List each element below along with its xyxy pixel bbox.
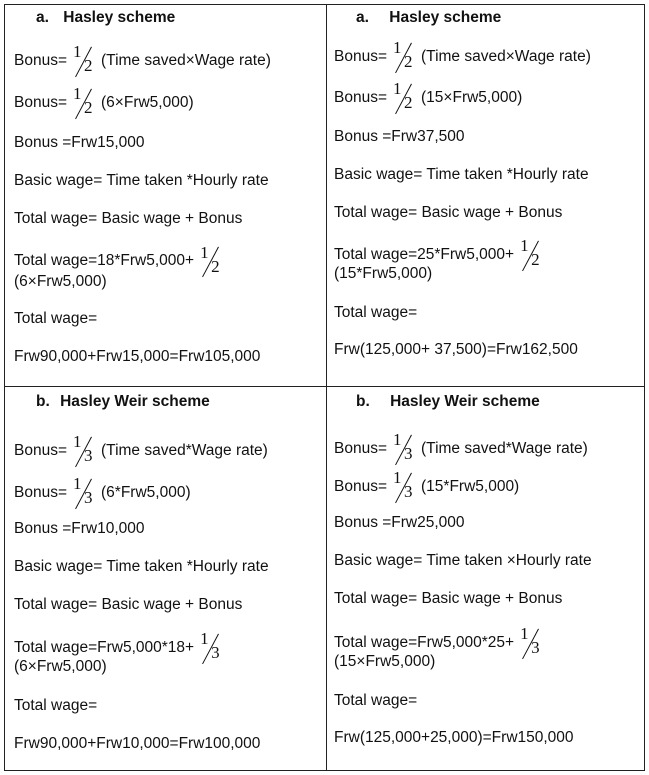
cell-heading xyxy=(356,393,540,411)
fraction-numerator: 1 xyxy=(393,79,402,98)
total-wage-label-line: Total wage= xyxy=(334,304,418,321)
label-text: Bonus= xyxy=(334,48,388,66)
basic-wage-line: Basic wage= Time taken *Hourly rate xyxy=(14,172,269,189)
fraction xyxy=(391,81,417,115)
fraction-denominator: 3 xyxy=(84,488,93,507)
label-text: Total wage=25*Frw5,000+ xyxy=(334,246,515,264)
bonus-result-line: Bonus =Frw15,000 xyxy=(14,134,145,151)
bonus-formula-line xyxy=(334,40,591,74)
fraction-numerator: 1 xyxy=(393,468,402,487)
fraction xyxy=(71,434,97,468)
basic-wage-line: Basic wage= Time taken *Hourly rate xyxy=(334,166,589,183)
fraction-denominator: 3 xyxy=(404,444,413,463)
fraction-numerator: 1 xyxy=(393,430,402,449)
cell-heading xyxy=(36,9,175,27)
fraction-numerator: 1 xyxy=(73,84,82,103)
total-wage-formula-line: Total wage= Basic wage + Bonus xyxy=(334,590,563,607)
heading-title: Hasley Weir scheme xyxy=(60,393,210,410)
label-text: Bonus= xyxy=(14,52,68,70)
fraction xyxy=(198,244,224,278)
label-text: Total wage=Frw5,000*18+ xyxy=(14,639,195,657)
bonus-calc-line xyxy=(334,470,519,504)
heading-letter: b. xyxy=(356,393,370,410)
formula-text: (15×Frw5,000) xyxy=(421,89,523,107)
cell-top-right xyxy=(334,6,642,384)
heading-letter: a. xyxy=(36,9,49,26)
total-wage-formula-line: Total wage= Basic wage + Bonus xyxy=(14,596,243,613)
cell-bottom-right xyxy=(334,390,642,768)
heading-title: Hasley Weir scheme xyxy=(390,393,540,410)
formula-text: (Time saved×Wage rate) xyxy=(421,48,591,66)
total-wage-calc-line-2: (6×Frw5,000) xyxy=(14,658,107,675)
bonus-result-line: Bonus =Frw10,000 xyxy=(14,520,145,537)
cell-bottom-left xyxy=(14,390,320,768)
fraction xyxy=(391,40,417,74)
total-wage-formula-line: Total wage= Basic wage + Bonus xyxy=(14,210,243,227)
fraction xyxy=(198,631,224,665)
total-wage-calc-line-2: (6×Frw5,000) xyxy=(14,273,107,290)
fraction-numerator: 1 xyxy=(73,42,82,61)
total-wage-label-line: Total wage= xyxy=(14,310,98,327)
bonus-calc-line xyxy=(14,86,194,120)
bonus-calc-line xyxy=(334,81,522,115)
formula-text: (15*Frw5,000) xyxy=(421,478,520,496)
fraction-denominator: 3 xyxy=(211,643,220,662)
cell-heading xyxy=(36,393,210,411)
total-wage-result-line: Frw90,000+Frw15,000=Frw105,000 xyxy=(14,348,261,365)
formula-text: (6*Frw5,000) xyxy=(101,484,191,502)
label-text: Bonus= xyxy=(334,478,388,496)
total-wage-calc-line-2: (15*Frw5,000) xyxy=(334,265,433,282)
total-wage-label-line: Total wage= xyxy=(14,697,98,714)
basic-wage-line: Basic wage= Time taken ×Hourly rate xyxy=(334,552,592,569)
formula-text: (Time saved*Wage rate) xyxy=(421,440,588,458)
fraction xyxy=(518,626,544,660)
fraction-denominator: 2 xyxy=(84,98,93,117)
basic-wage-line: Basic wage= Time taken *Hourly rate xyxy=(14,558,269,575)
fraction-numerator: 1 xyxy=(520,236,529,255)
fraction xyxy=(518,238,544,272)
cell-top-left xyxy=(14,6,320,384)
formula-text: (Time saved×Wage rate) xyxy=(101,52,271,70)
fraction-denominator: 3 xyxy=(531,638,540,657)
label-text: Bonus= xyxy=(14,442,68,460)
label-text: Total wage=18*Frw5,000+ xyxy=(14,252,195,270)
fraction-numerator: 1 xyxy=(393,38,402,57)
bonus-formula-line xyxy=(334,432,588,466)
fraction-numerator: 1 xyxy=(73,474,82,493)
bonus-formula-line xyxy=(14,434,268,468)
fraction-denominator: 2 xyxy=(404,52,413,71)
fraction-denominator: 3 xyxy=(84,446,93,465)
fraction xyxy=(71,476,97,510)
fraction xyxy=(71,86,97,120)
bonus-formula-line xyxy=(14,44,271,78)
formula-text: (Time saved*Wage rate) xyxy=(101,442,268,460)
fraction-denominator: 2 xyxy=(211,257,220,276)
total-wage-result-line: Frw(125,000+25,000)=Frw150,000 xyxy=(334,729,574,746)
total-wage-formula-line: Total wage= Basic wage + Bonus xyxy=(334,204,563,221)
bonus-result-line: Bonus =Frw37,500 xyxy=(334,128,465,145)
fraction-numerator: 1 xyxy=(520,624,529,643)
total-wage-result-line: Frw90,000+Frw10,000=Frw100,000 xyxy=(14,735,261,752)
label-text: Bonus= xyxy=(14,94,68,112)
fraction-denominator: 2 xyxy=(84,56,93,75)
column-divider xyxy=(326,4,327,771)
label-text: Bonus= xyxy=(334,440,388,458)
total-wage-calc-line-2: (15×Frw5,000) xyxy=(334,653,436,670)
label-text: Total wage=Frw5,000*25+ xyxy=(334,634,515,652)
fraction xyxy=(71,44,97,78)
fraction-numerator: 1 xyxy=(200,243,209,262)
total-wage-label-line: Total wage= xyxy=(334,692,418,709)
heading-letter: a. xyxy=(356,9,369,26)
bonus-result-line: Bonus =Frw25,000 xyxy=(334,514,465,531)
fraction-denominator: 2 xyxy=(404,93,413,112)
heading-title: Hasley scheme xyxy=(389,9,502,26)
formula-text: (6×Frw5,000) xyxy=(101,94,194,112)
bonus-calc-line xyxy=(14,476,191,510)
fraction-denominator: 3 xyxy=(404,482,413,501)
fraction-numerator: 1 xyxy=(73,432,82,451)
fraction xyxy=(391,470,417,504)
row-divider xyxy=(4,386,645,387)
label-text: Bonus= xyxy=(334,89,388,107)
fraction-denominator: 2 xyxy=(531,250,540,269)
total-wage-result-line: Frw(125,000+ 37,500)=Frw162,500 xyxy=(334,341,578,358)
fraction-numerator: 1 xyxy=(200,629,209,648)
fraction xyxy=(391,432,417,466)
heading-title: Hasley scheme xyxy=(63,9,176,26)
label-text: Bonus= xyxy=(14,484,68,502)
cell-heading xyxy=(356,9,501,27)
heading-letter: b. xyxy=(36,393,50,410)
